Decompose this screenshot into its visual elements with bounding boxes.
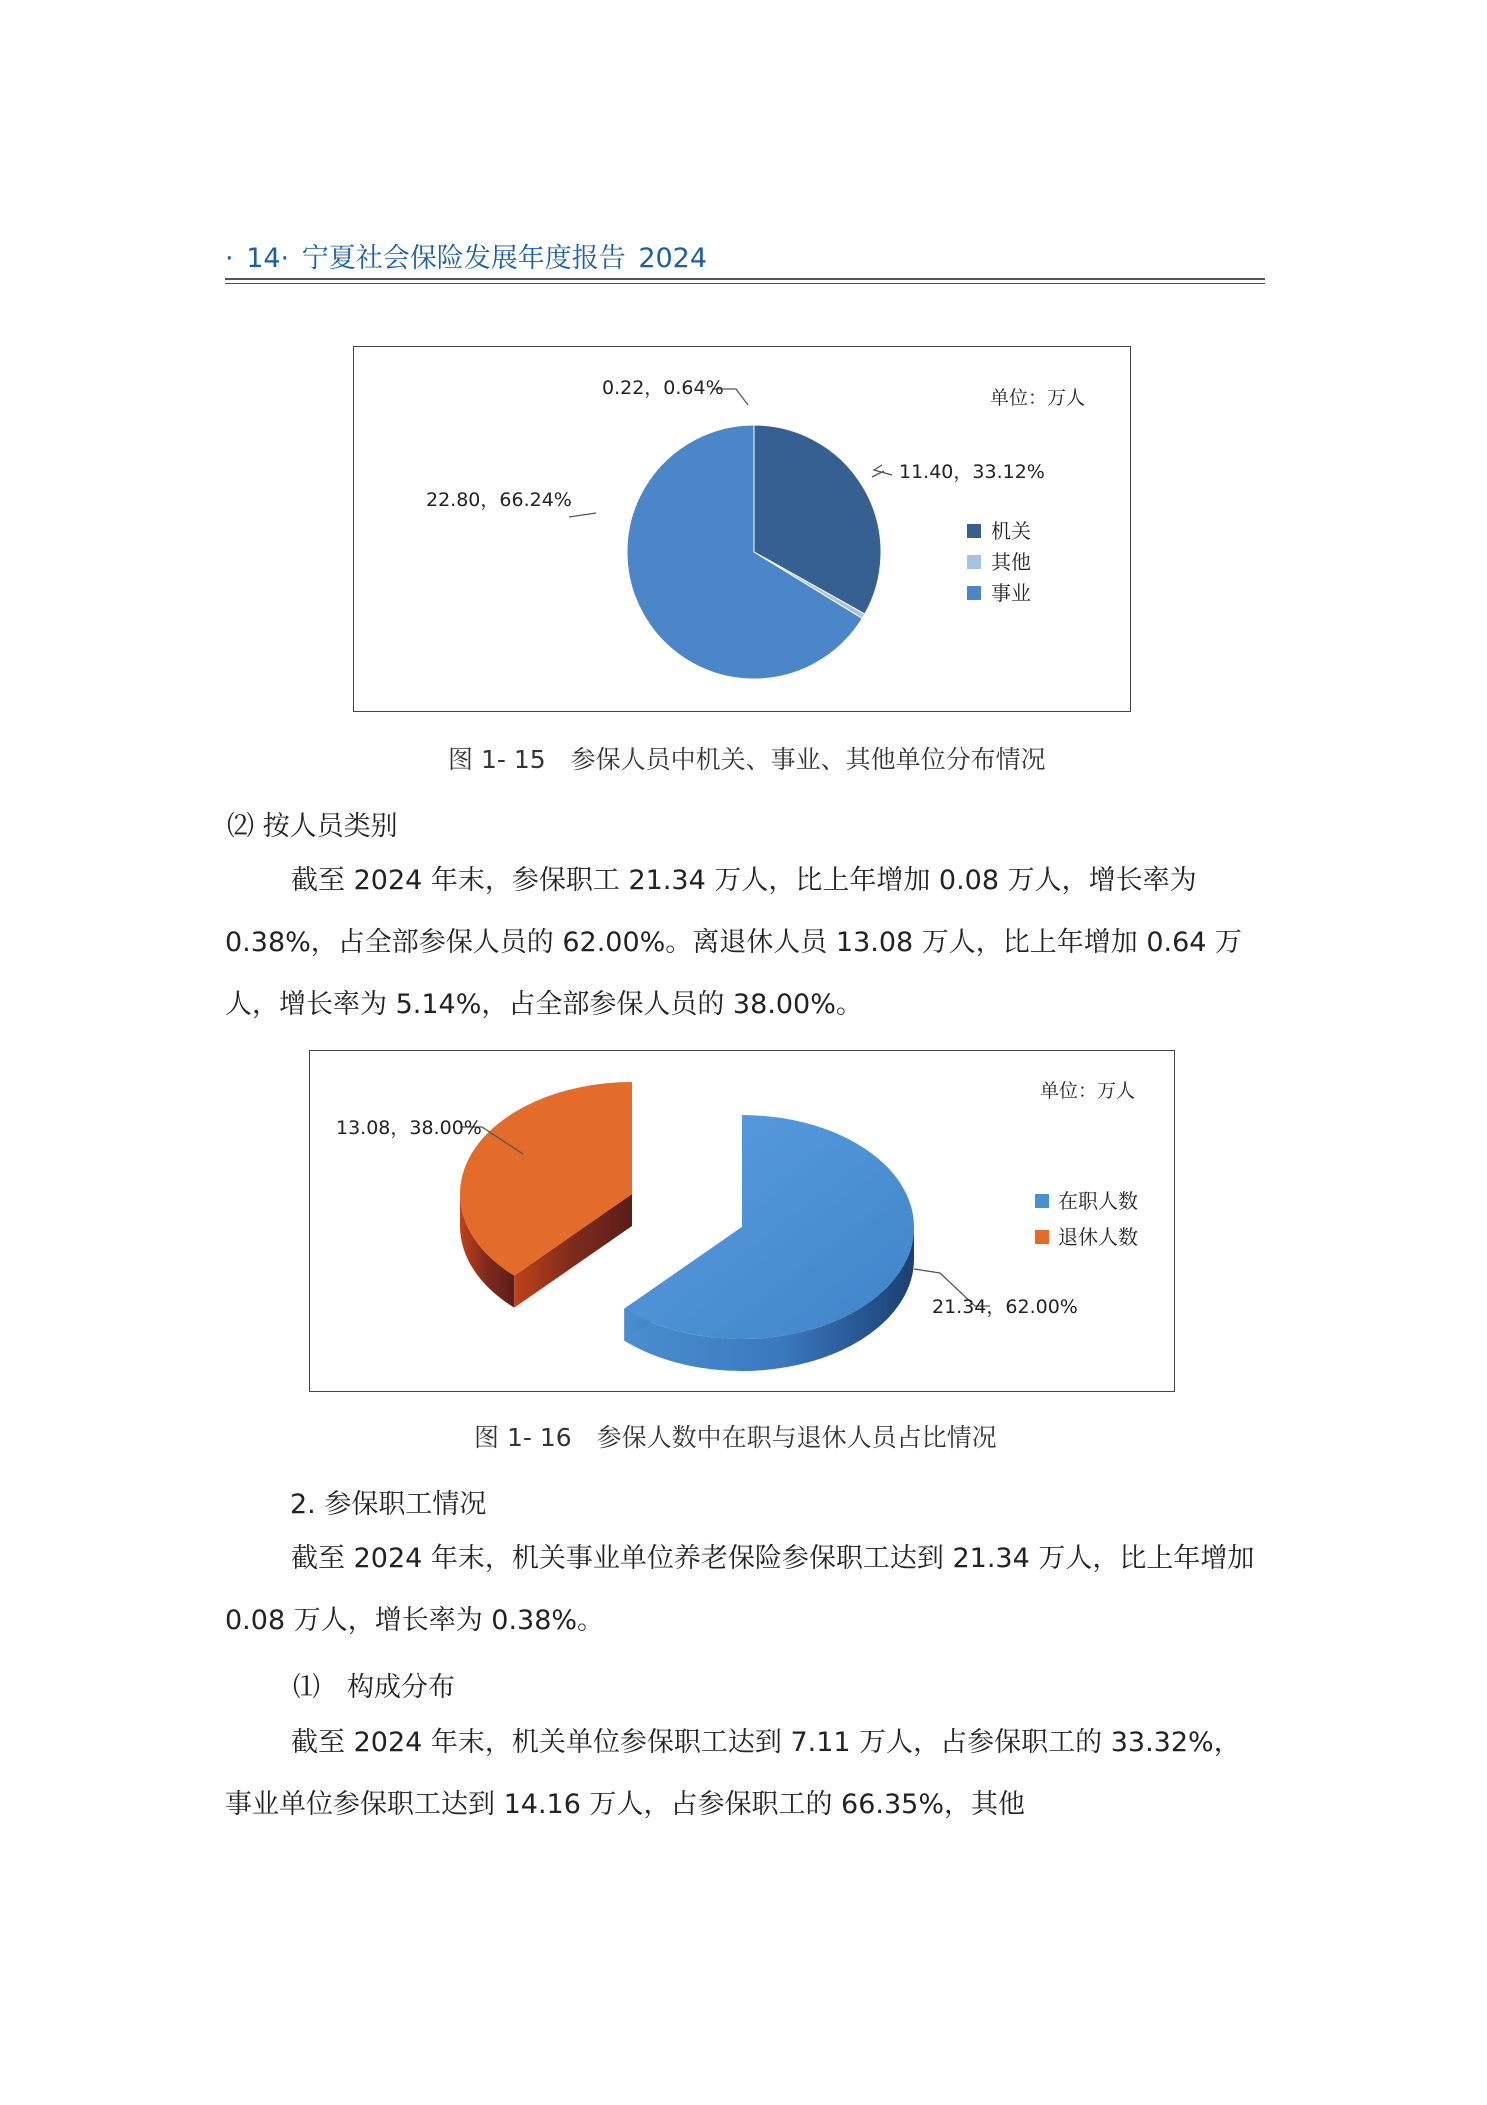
legend-label-other: 其他 [991, 550, 1031, 574]
legend [967, 519, 1031, 605]
legend-label-employed: 在职人数 [1058, 1189, 1138, 1213]
legend-swatch-other [967, 555, 981, 569]
unit-label-2: 单位：万人 [1040, 1080, 1136, 1102]
leader-line-jiguan-main [872, 471, 884, 477]
header-page-number: 14· [246, 243, 290, 274]
header-title: 宁夏社会保险发展年度报告 [301, 243, 626, 274]
figure-2-chart [309, 1050, 1175, 1392]
header-rule [225, 278, 1265, 280]
legend-label-jiguan: 机关 [991, 519, 1031, 543]
figure-1-chart [353, 346, 1131, 712]
legend-label-shiye: 事业 [991, 581, 1031, 605]
leader-line-shiye [569, 513, 596, 517]
section-heading-employees: 2. 参保职工情况 [290, 1489, 487, 1520]
header-dot: · [225, 243, 234, 274]
unit-label: 单位：万人 [990, 387, 1086, 409]
data-label-shiye: 22.80，66.24% [426, 489, 572, 511]
legend-swatch-shiye [967, 586, 981, 600]
figure-2-svg [310, 1051, 1176, 1393]
header-year: 2024 [638, 243, 708, 274]
paragraph-category: 截至 2024 年末，参保职工 21.34 万人，比上年增加 0.08 万人，增长率为 0.38%，占全部参保人员的 62.00%。离退休人员 13.08 万人，比上年增加 0.64 万人，增长率为 5.14%，占全部参保人员的 38.00%。 [225, 865, 1243, 1020]
section-heading-category: ⑵ 按人员类别 [227, 811, 398, 842]
paragraph-composition: 截至 2024 年末，机关单位参保职工达到 7.11 万人，占参保职工的 33.32%，事业单位参保职工达到 14.16 万人，占参保职工的 66.35%，其他 [225, 1727, 1241, 1820]
pie-slice-employed [624, 1115, 914, 1371]
header-rule-thin [225, 283, 1265, 284]
legend-swatch-employed [1035, 1194, 1049, 1208]
figure-2-caption: 图 1- 16 参保人数中在职与退休人员占比情况 [474, 1423, 997, 1452]
figure-1-caption: 图 1- 15 参保人员中机关、事业、其他单位分布情况 [448, 745, 1046, 774]
legend-label-retired: 退休人数 [1058, 1225, 1138, 1249]
data-label-retired: 13.08，38.00% [336, 1117, 482, 1139]
leader-line-jiguan [874, 465, 892, 475]
data-label-jiguan: 11.40，33.12% [899, 461, 1045, 483]
data-label-employed: 21.34，62.00% [932, 1296, 1078, 1318]
running-header [225, 236, 711, 275]
paragraph-employees: 截至 2024 年末，机关事业单位养老保险参保职工达到 21.34 万人，比上年增加 0.08 万人，增长率为 0.38%。 [225, 1543, 1255, 1636]
legend-2 [1035, 1189, 1138, 1249]
figure-1-svg [354, 347, 1132, 713]
subheading-composition: ⑴ 构成分布 [293, 1672, 455, 1703]
legend-swatch-retired [1035, 1230, 1049, 1244]
legend-swatch-jiguan [967, 524, 981, 538]
pie-slice-retired [460, 1082, 632, 1308]
data-label-other: 0.22，0.64% [602, 377, 724, 399]
